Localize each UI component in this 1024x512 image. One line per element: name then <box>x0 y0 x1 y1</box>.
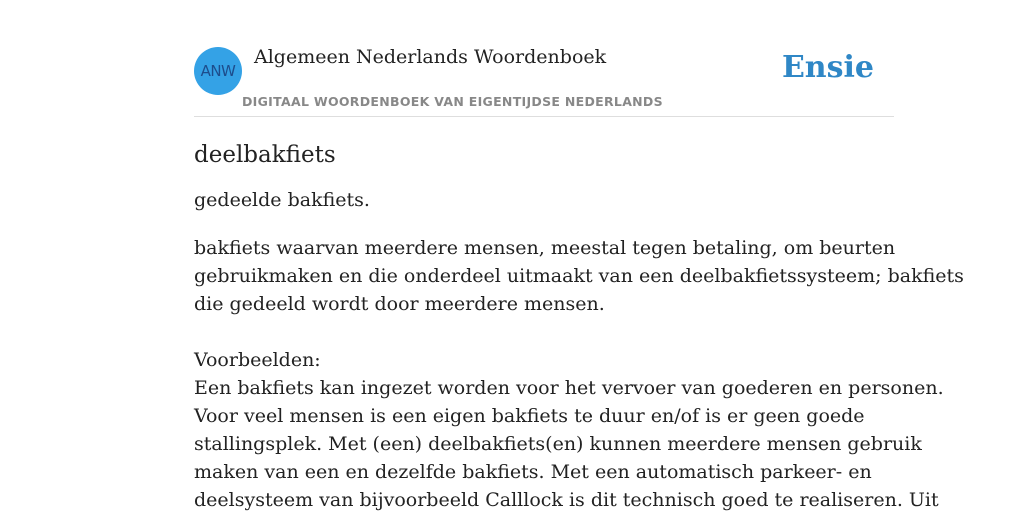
entry-headword: deelbakfiets <box>194 142 336 168</box>
entry-content <box>194 138 964 512</box>
definition-line: bakfiets waarvan meerdere mensen, meestal tegen betaling, om beurten <box>194 237 896 259</box>
site-subtitle: DIGITAAL WOORDENBOEK VAN EIGENTIJDSE NEDERLANDS <box>242 94 663 109</box>
site-title[interactable]: Algemeen Nederlands Woordenboek <box>254 46 607 68</box>
anw-logo[interactable] <box>194 47 242 95</box>
ensie-brand-logo[interactable]: Ensie <box>781 50 874 85</box>
examples-label: Voorbeelden: <box>194 349 321 371</box>
short-definition: gedeelde bakfiets. <box>194 189 370 211</box>
example-line: Een bakfiets kan ingezet worden voor het vervoer van goederen en personen. <box>194 377 944 399</box>
example-line: deelsysteem van bijvoorbeeld Calllock is dit technisch goed te realiseren. Uit <box>194 489 939 511</box>
logo-text: ANW <box>200 62 236 80</box>
spacer <box>194 318 894 346</box>
example-line: Voor veel mensen is een eigen bakfiets te duur en/of is er geen goede <box>194 405 865 427</box>
example-line: maken van een en dezelfde bakfiets. Met een automatisch parkeer- en <box>194 461 872 483</box>
entry-body <box>194 234 964 512</box>
site-header <box>194 44 894 117</box>
definition-line: gebruikmaken en die onderdeel uitmaakt van een deelbakfietssysteem; bakfiets <box>194 265 964 287</box>
example-line: stallingsplek. Met (een) deelbakfiets(en) kunnen meerdere mensen gebruik <box>194 433 922 455</box>
definition-line: die gedeeld wordt door meerdere mensen. <box>194 293 605 315</box>
